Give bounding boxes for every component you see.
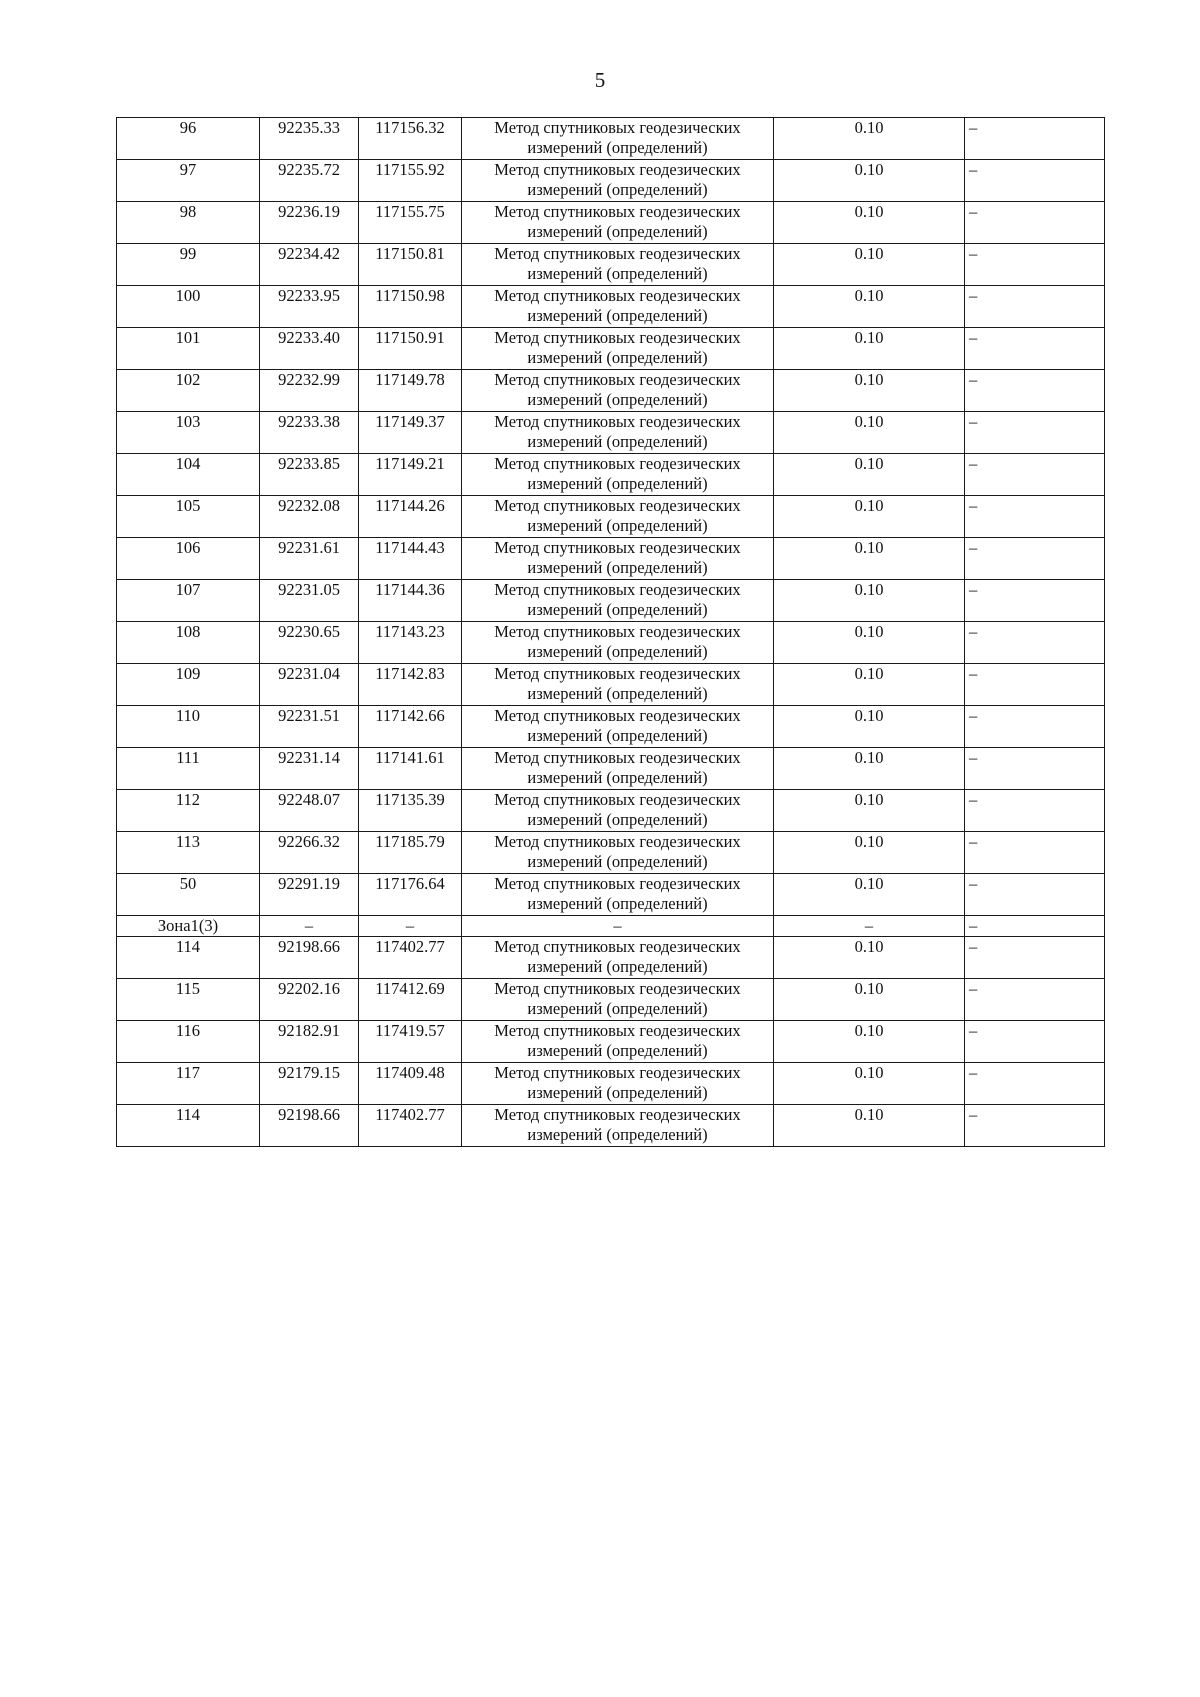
point-number-cell: 108 [117,622,260,664]
x-coordinate-cell: 92231.51 [260,706,359,748]
method-cell: Метод спутниковых геодезических измерений (определений) [462,370,774,412]
description-cell: – [965,937,1105,979]
y-coordinate-cell: 117419.57 [359,1021,462,1063]
description-cell: – [965,790,1105,832]
description-cell: – [965,622,1105,664]
y-coordinate-cell: 117144.43 [359,538,462,580]
y-coordinate-cell: 117141.61 [359,748,462,790]
method-cell: Метод спутниковых геодезических измерений (определений) [462,328,774,370]
x-coordinate-cell: 92233.38 [260,412,359,454]
accuracy-cell: 0.10 [774,328,965,370]
x-coordinate-cell: 92248.07 [260,790,359,832]
description-cell: – [965,664,1105,706]
table-row [117,706,1105,748]
x-coordinate-cell: 92202.16 [260,979,359,1021]
x-coordinate-cell: 92233.85 [260,454,359,496]
method-cell: Метод спутниковых геодезических измерений (определений) [462,580,774,622]
table-row [117,832,1105,874]
accuracy-cell: 0.10 [774,118,965,160]
accuracy-cell: 0.10 [774,664,965,706]
description-cell: – [965,118,1105,160]
y-coordinate-cell: 117150.98 [359,286,462,328]
description-cell: – [965,916,1105,937]
x-coordinate-cell: 92198.66 [260,1105,359,1147]
accuracy-cell: 0.10 [774,1063,965,1105]
accuracy-cell: 0.10 [774,370,965,412]
table-row [117,748,1105,790]
accuracy-cell: 0.10 [774,580,965,622]
table-row [117,874,1105,916]
accuracy-cell: 0.10 [774,538,965,580]
point-number-cell: 112 [117,790,260,832]
point-number-cell: 117 [117,1063,260,1105]
point-number-cell: 109 [117,664,260,706]
point-number-cell: 115 [117,979,260,1021]
x-coordinate-cell: 92233.95 [260,286,359,328]
point-number-cell: 114 [117,1105,260,1147]
description-cell: – [965,496,1105,538]
page-number: 5 [594,68,606,92]
description-cell: – [965,1021,1105,1063]
y-coordinate-cell: 117144.26 [359,496,462,538]
method-cell: Метод спутниковых геодезических измерений (определений) [462,118,774,160]
x-coordinate-cell: 92231.61 [260,538,359,580]
y-coordinate-cell: 117135.39 [359,790,462,832]
method-cell: Метод спутниковых геодезических измерений (определений) [462,286,774,328]
accuracy-cell: 0.10 [774,244,965,286]
point-number-cell: 107 [117,580,260,622]
accuracy-cell: 0.10 [774,1105,965,1147]
accuracy-cell: – [774,916,965,937]
point-number-cell: 103 [117,412,260,454]
x-coordinate-cell: 92179.15 [260,1063,359,1105]
method-cell: Метод спутниковых геодезических измерений (определений) [462,1063,774,1105]
table-row [117,1105,1105,1147]
description-cell: – [965,1105,1105,1147]
coordinates-table-body [117,118,1105,1147]
accuracy-cell: 0.10 [774,790,965,832]
y-coordinate-cell: 117185.79 [359,832,462,874]
description-cell: – [965,706,1105,748]
accuracy-cell: 0.10 [774,412,965,454]
description-cell: – [965,538,1105,580]
x-coordinate-cell: 92236.19 [260,202,359,244]
point-number-cell: 106 [117,538,260,580]
table-row [117,370,1105,412]
method-cell: Метод спутниковых геодезических измерений (определений) [462,937,774,979]
description-cell: – [965,412,1105,454]
point-number-cell: 105 [117,496,260,538]
y-coordinate-cell: 117144.36 [359,580,462,622]
y-coordinate-cell: 117155.92 [359,160,462,202]
x-coordinate-cell: 92230.65 [260,622,359,664]
x-coordinate-cell: 92231.14 [260,748,359,790]
description-cell: – [965,370,1105,412]
y-coordinate-cell: 117155.75 [359,202,462,244]
description-cell: – [965,202,1105,244]
description-cell: – [965,979,1105,1021]
accuracy-cell: 0.10 [774,160,965,202]
point-number-cell: 100 [117,286,260,328]
coordinates-table [116,117,1105,1147]
zone-header-row [117,916,1105,937]
table-row [117,790,1105,832]
y-coordinate-cell: 117149.78 [359,370,462,412]
method-cell: Метод спутниковых геодезических измерений (определений) [462,160,774,202]
table-row [117,937,1105,979]
accuracy-cell: 0.10 [774,202,965,244]
accuracy-cell: 0.10 [774,286,965,328]
y-coordinate-cell: 117402.77 [359,937,462,979]
y-coordinate-cell: 117150.81 [359,244,462,286]
method-cell: Метод спутниковых геодезических измерений (определений) [462,244,774,286]
accuracy-cell: 0.10 [774,832,965,874]
accuracy-cell: 0.10 [774,874,965,916]
method-cell: Метод спутниковых геодезических измерений (определений) [462,202,774,244]
method-cell: Метод спутниковых геодезических измерений (определений) [462,832,774,874]
x-coordinate-cell: 92231.05 [260,580,359,622]
method-cell: Метод спутниковых геодезических измерений (определений) [462,1105,774,1147]
y-coordinate-cell: 117402.77 [359,1105,462,1147]
point-number-cell: 98 [117,202,260,244]
y-coordinate-cell: 117156.32 [359,118,462,160]
x-coordinate-cell: 92232.99 [260,370,359,412]
y-coordinate-cell: 117149.37 [359,412,462,454]
description-cell: – [965,748,1105,790]
description-cell: – [965,244,1105,286]
point-number-cell: 50 [117,874,260,916]
accuracy-cell: 0.10 [774,706,965,748]
accuracy-cell: 0.10 [774,979,965,1021]
method-cell: Метод спутниковых геодезических измерений (определений) [462,412,774,454]
method-cell: Метод спутниковых геодезических измерений (определений) [462,454,774,496]
x-coordinate-cell: 92266.32 [260,832,359,874]
x-coordinate-cell: 92235.72 [260,160,359,202]
accuracy-cell: 0.10 [774,496,965,538]
table-row [117,244,1105,286]
description-cell: – [965,832,1105,874]
point-number-cell: 97 [117,160,260,202]
accuracy-cell: 0.10 [774,454,965,496]
table-row [117,1021,1105,1063]
y-coordinate-cell: 117176.64 [359,874,462,916]
x-coordinate-cell: 92198.66 [260,937,359,979]
x-coordinate-cell: 92233.40 [260,328,359,370]
table-row [117,538,1105,580]
point-number-cell: Зона1(3) [117,916,260,937]
x-coordinate-cell: 92234.42 [260,244,359,286]
point-number-cell: 104 [117,454,260,496]
x-coordinate-cell: – [260,916,359,937]
table-row [117,979,1105,1021]
description-cell: – [965,580,1105,622]
table-row [117,496,1105,538]
method-cell: Метод спутниковых геодезических измерений (определений) [462,538,774,580]
method-cell: Метод спутниковых геодезических измерений (определений) [462,1021,774,1063]
method-cell: Метод спутниковых геодезических измерений (определений) [462,622,774,664]
y-coordinate-cell: 117142.83 [359,664,462,706]
method-cell: Метод спутниковых геодезических измерений (определений) [462,706,774,748]
method-cell: Метод спутниковых геодезических измерений (определений) [462,496,774,538]
point-number-cell: 110 [117,706,260,748]
description-cell: – [965,1063,1105,1105]
table-row [117,622,1105,664]
y-coordinate-cell: 117409.48 [359,1063,462,1105]
table-row [117,454,1105,496]
point-number-cell: 102 [117,370,260,412]
table-row [117,664,1105,706]
method-cell: Метод спутниковых геодезических измерений (определений) [462,874,774,916]
description-cell: – [965,160,1105,202]
method-cell: Метод спутниковых геодезических измерений (определений) [462,790,774,832]
accuracy-cell: 0.10 [774,1021,965,1063]
x-coordinate-cell: 92232.08 [260,496,359,538]
accuracy-cell: 0.10 [774,748,965,790]
y-coordinate-cell: 117143.23 [359,622,462,664]
description-cell: – [965,454,1105,496]
table-row [117,118,1105,160]
table-row [117,202,1105,244]
accuracy-cell: 0.10 [774,622,965,664]
method-cell: Метод спутниковых геодезических измерений (определений) [462,748,774,790]
x-coordinate-cell: 92182.91 [260,1021,359,1063]
table-row [117,286,1105,328]
table-row [117,328,1105,370]
accuracy-cell: 0.10 [774,937,965,979]
method-cell: – [462,916,774,937]
x-coordinate-cell: 92291.19 [260,874,359,916]
y-coordinate-cell: 117149.21 [359,454,462,496]
point-number-cell: 116 [117,1021,260,1063]
y-coordinate-cell: 117412.69 [359,979,462,1021]
y-coordinate-cell: 117142.66 [359,706,462,748]
table-row [117,412,1105,454]
x-coordinate-cell: 92231.04 [260,664,359,706]
point-number-cell: 114 [117,937,260,979]
point-number-cell: 99 [117,244,260,286]
point-number-cell: 113 [117,832,260,874]
table-row [117,160,1105,202]
table-row [117,1063,1105,1105]
y-coordinate-cell: 117150.91 [359,328,462,370]
x-coordinate-cell: 92235.33 [260,118,359,160]
description-cell: – [965,286,1105,328]
method-cell: Метод спутниковых геодезических измерений (определений) [462,664,774,706]
point-number-cell: 111 [117,748,260,790]
table-row [117,580,1105,622]
description-cell: – [965,328,1105,370]
method-cell: Метод спутниковых геодезических измерений (определений) [462,979,774,1021]
y-coordinate-cell: – [359,916,462,937]
point-number-cell: 96 [117,118,260,160]
description-cell: – [965,874,1105,916]
point-number-cell: 101 [117,328,260,370]
